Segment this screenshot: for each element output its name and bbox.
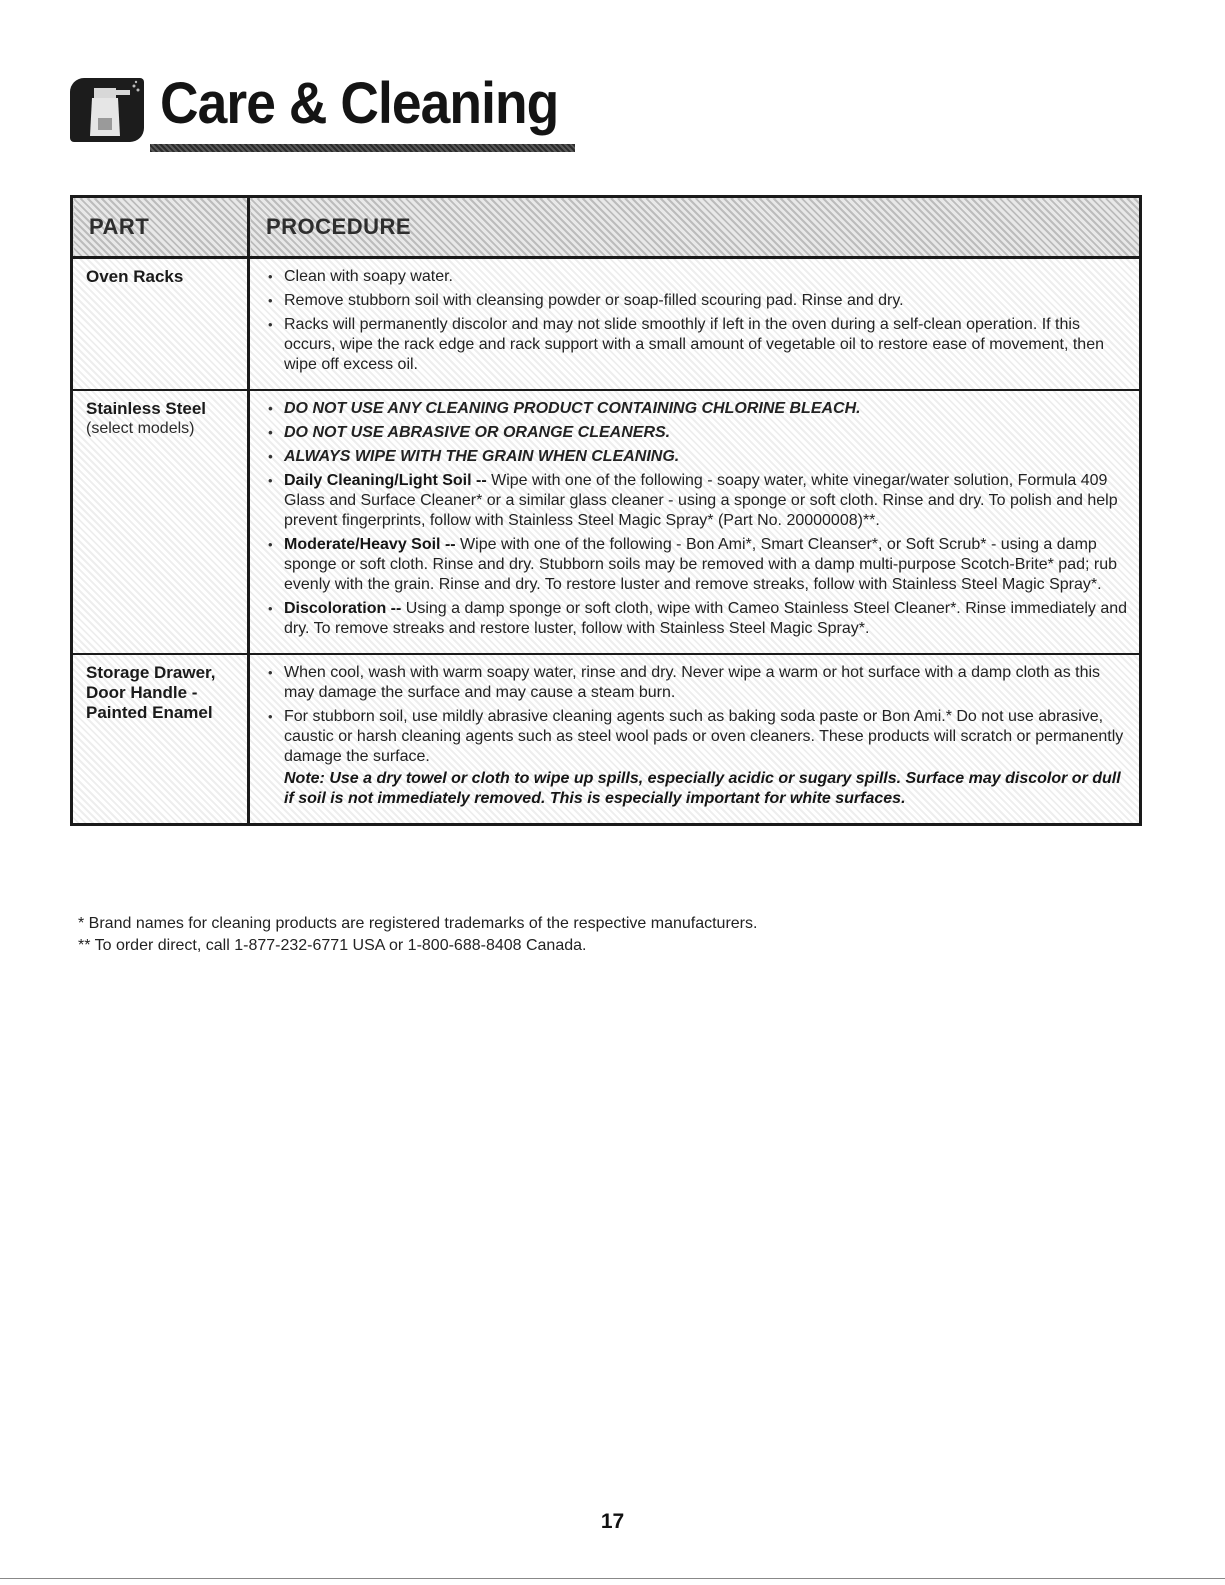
step-lead: Moderate/Heavy Soil -- (284, 536, 456, 553)
procedure-step (260, 471, 1129, 531)
step-text: Wipe with one of the following - Bon Ami*, Smart Cleanser*, or Soft Scrub* - using a damp sponge or soft cloth. Rinse and dry. Stubborn soils may be removed with a damp multi-purpose Scotch-Brite* pad; rub evenly with the grain. Rinse and dry. To restore luster and remove streaks, follow with Stainless Steel Magic Spray*. (284, 536, 1118, 593)
part-cell (72, 390, 249, 654)
procedure-list (260, 663, 1129, 809)
table-header-row (72, 197, 1141, 258)
footnote: * Brand names for cleaning products are registered trademarks of the respective manufacturers. (78, 915, 758, 932)
part-name: Oven Racks (86, 267, 184, 286)
table-row (72, 258, 1141, 391)
part-name: Stainless Steel (86, 399, 207, 418)
column-header-procedure: PROCEDURE (249, 197, 1141, 258)
title-underline (150, 144, 575, 152)
procedure-cell (249, 654, 1141, 825)
spray-bottle-icon (70, 78, 144, 142)
procedure-cell (249, 390, 1141, 654)
procedure-cell (249, 258, 1141, 391)
procedure-step (260, 599, 1129, 639)
page-number: 17 (600, 1510, 625, 1533)
bottom-rule (0, 1578, 1225, 1579)
part-cell (72, 654, 249, 825)
procedure-step: • Clean with soapy water. (260, 267, 1129, 287)
page-title: Care & Cleaning (160, 71, 559, 136)
part-name-line: Door Handle - (86, 683, 198, 702)
procedure-step (260, 707, 1129, 809)
step-text: Using a damp sponge or soft cloth, wipe with Cameo Stainless Steel Cleaner*. Rinse immediately and dry. To remove streaks and restore luster, follow with Stainless Steel Magic Spray*. (284, 600, 1128, 637)
column-header-part: PART (72, 197, 249, 258)
part-cell (72, 258, 249, 391)
procedure-step: • Racks will permanently discolor and may not slide smoothly if left in the oven during a self-clean operation. If this occurs, wipe the rack edge and rack support with a small amount of vegetable oil to restore ease of movement, then wipe off excess oil. (260, 315, 1129, 375)
step-lead: Daily Cleaning/Light Soil -- (284, 472, 487, 489)
table-row (72, 390, 1141, 654)
procedure-list (260, 267, 1129, 375)
procedure-step: • Remove stubborn soil with cleansing powder or soap-filled scouring pad. Rinse and dry. (260, 291, 1129, 311)
warning-step: • DO NOT USE ANY CLEANING PRODUCT CONTAINING CHLORINE BLEACH. (260, 399, 1129, 419)
footnotes (78, 913, 1138, 957)
procedure-step (260, 535, 1129, 595)
care-table (70, 195, 1142, 826)
note-text: Note: Use a dry towel or cloth to wipe up spills, especially acidic or sugary spills. Surface may discolor or dull if soil is not immediately removed. This is especially important for white surfaces. (284, 770, 1121, 807)
procedure-list (260, 399, 1129, 639)
warning-step: • ALWAYS WIPE WITH THE GRAIN WHEN CLEANING. (260, 447, 1129, 467)
page-header (70, 70, 559, 150)
footnote: ** To order direct, call 1-877-232-6771 USA or 1-800-688-8408 Canada. (78, 937, 587, 954)
step-lead: Discoloration -- (284, 600, 402, 617)
warning-step: • DO NOT USE ABRASIVE OR ORANGE CLEANERS. (260, 423, 1129, 443)
procedure-step: • When cool, wash with warm soapy water, rinse and dry. Never wipe a warm or hot surface with a damp cloth as this may damage the surface and may cause a steam burn. (260, 663, 1129, 703)
table-row (72, 654, 1141, 825)
part-subtitle: (select models) (86, 420, 195, 437)
step-text: For stubborn soil, use mildly abrasive cleaning agents such as baking soda paste or Bon Ami.* Do not use abrasive, caustic or harsh cleaning agents such as steel wool pads or oven cleaners. These products will scratch or permanently damage the surface. (284, 708, 1124, 765)
step-text: Wipe with one of the following - soapy water, white vinegar/water solution, Formula 409 Glass and Surface Cleaner* or a similar glass cleaner - using a sponge or soft cloth. Rinse and dry. To polish and help prevent fingerprints, follow with Stainless Steel Magic Spray* (Part No. 20000008)**. (284, 472, 1118, 529)
part-name-line: Painted Enamel (86, 703, 213, 722)
part-name-line: Storage Drawer, (86, 663, 216, 682)
